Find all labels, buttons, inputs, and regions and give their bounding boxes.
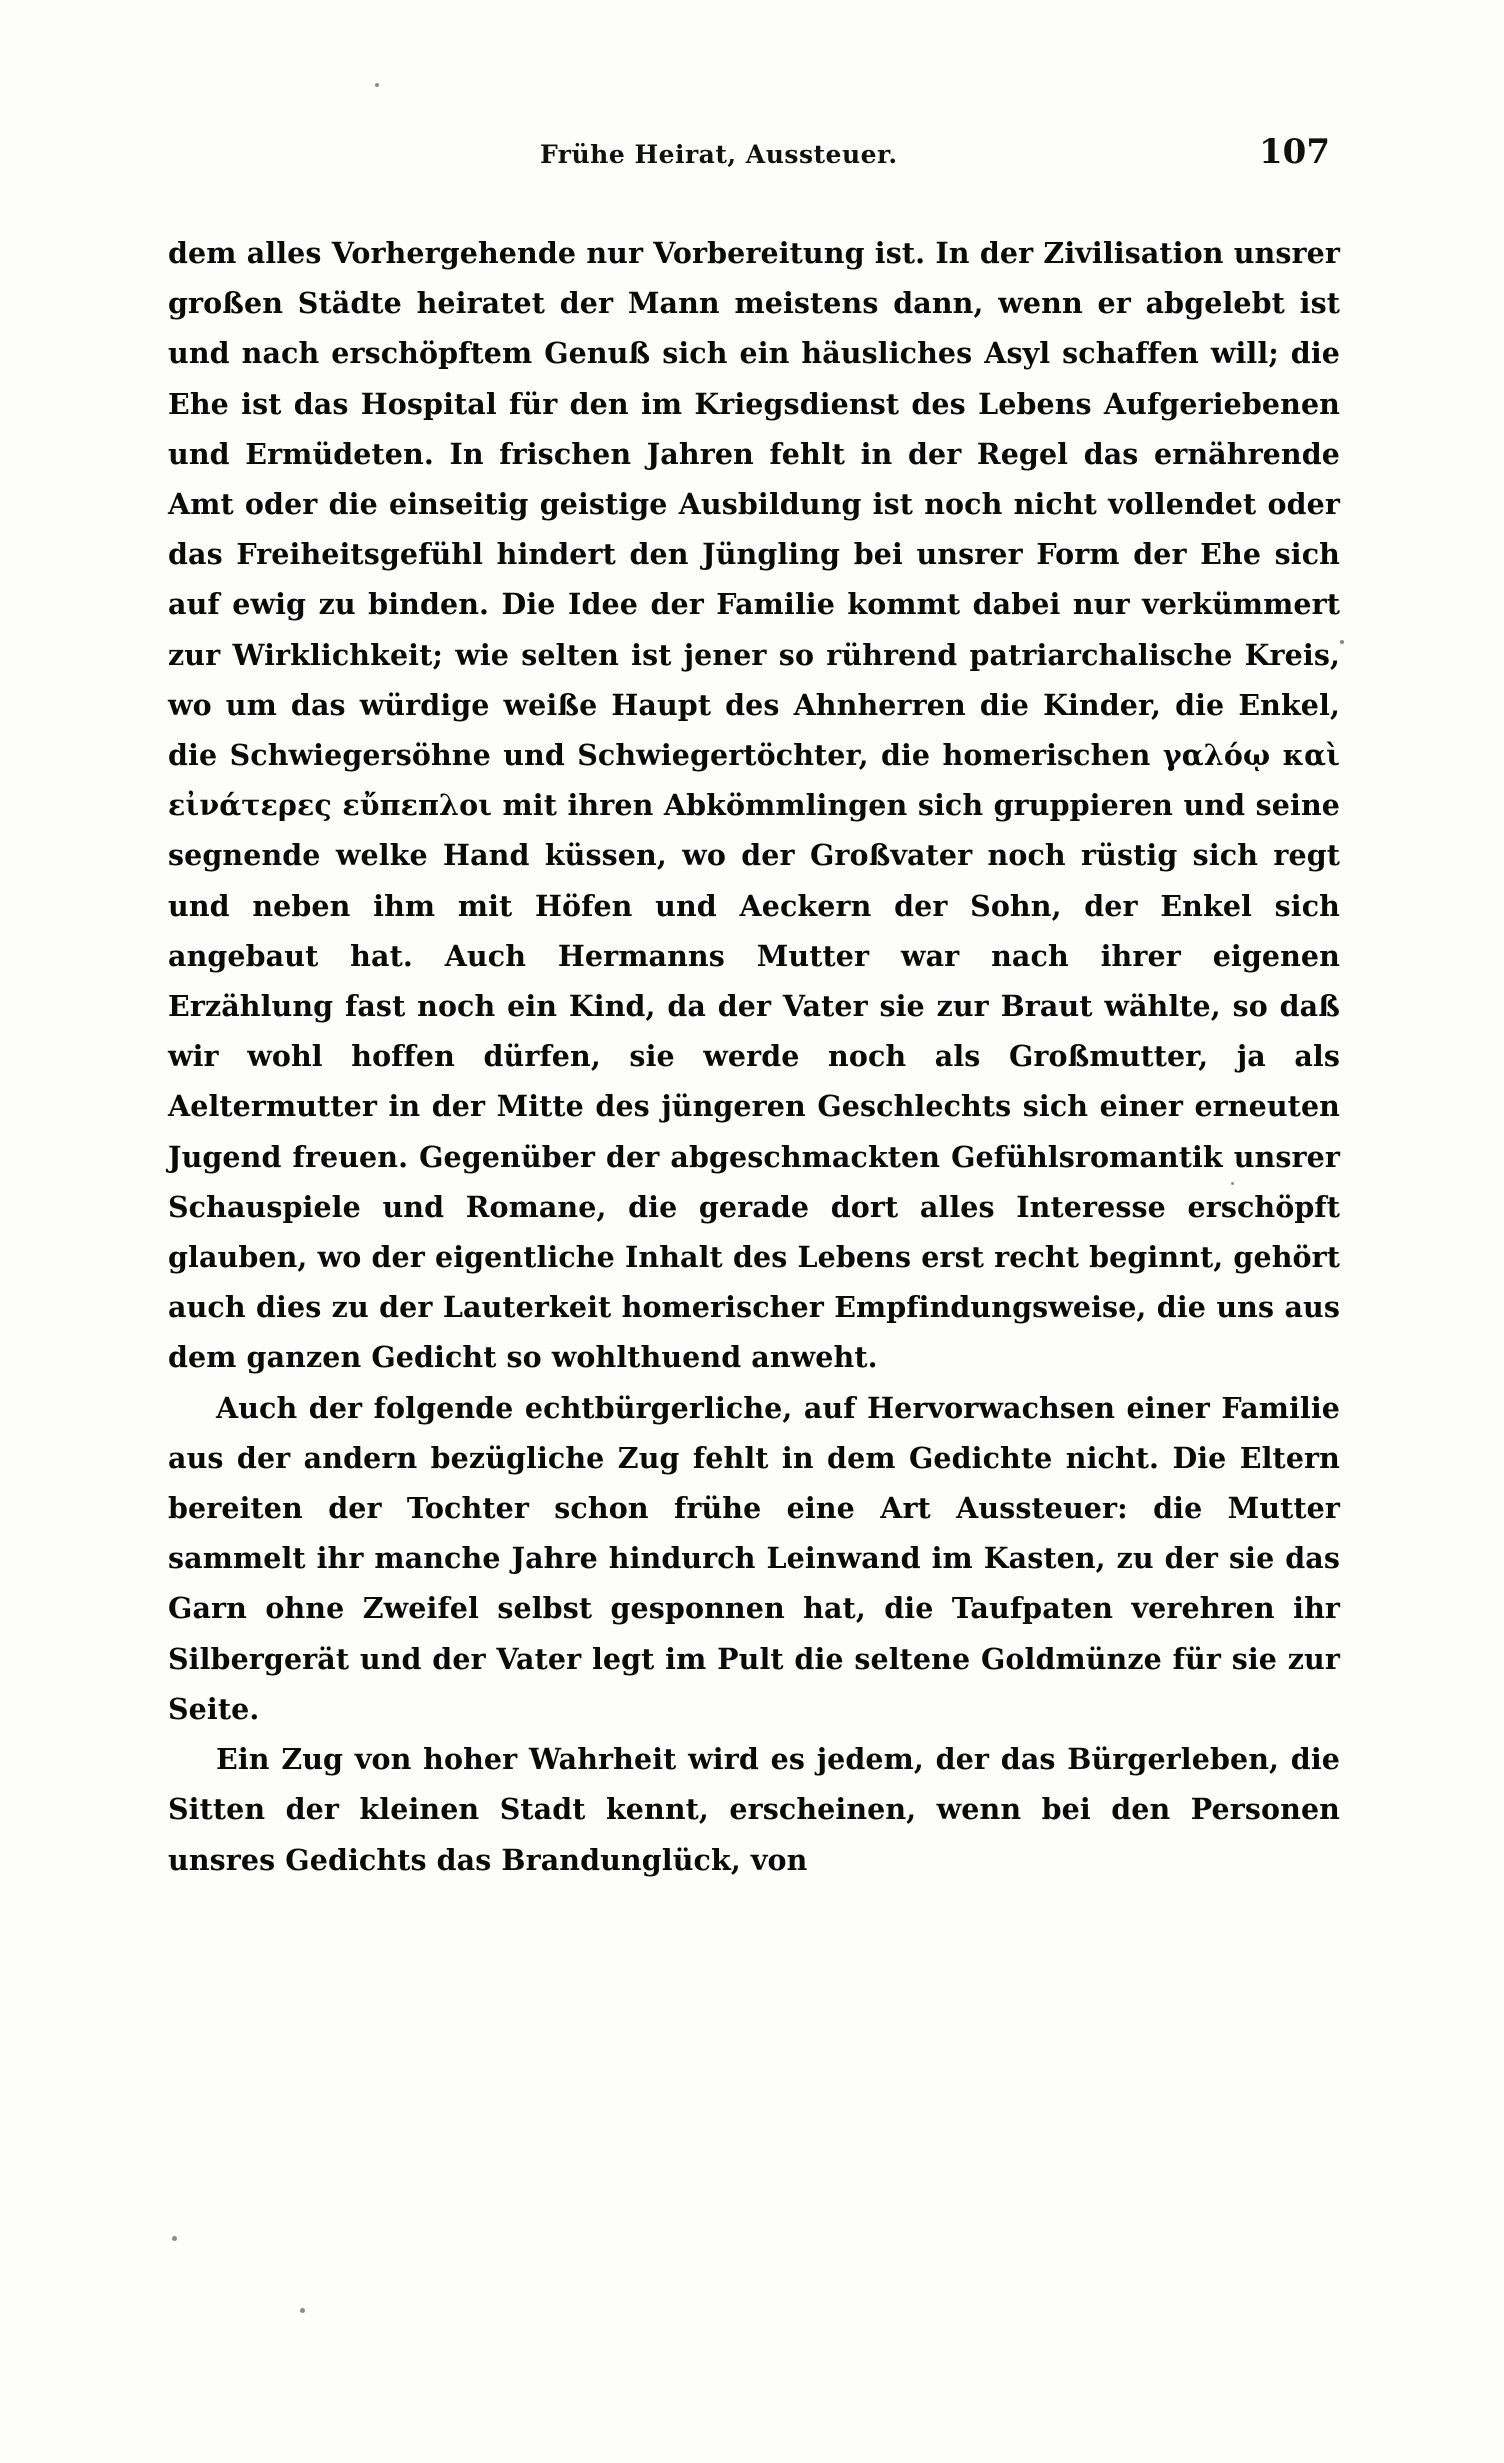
- scan-speck: [300, 2308, 305, 2313]
- scan-speck: [1231, 1182, 1234, 1185]
- body-text: [168, 228, 1340, 1885]
- paragraph: dem alles Vorhergehende nur Vorbereitung ist. In der Zivilisation unsrer großen Städte heiratet der Mann meistens dann, wenn er abgelebt ist und nach erschöpftem Genuß sich ein häusliches Asyl schaffen will; die Ehe ist das Hospital für den im Kriegsdienst des Lebens Aufgeriebenen und Ermüdeten. In frischen Jahren fehlt in der Regel das ernährende Amt oder die einseitig geistige Ausbildung ist noch nicht vollendet oder das Freiheitsgefühl hindert den Jüngling bei unsrer Form der Ehe sich auf ewig zu binden. Die Idee der Familie kommt dabei nur verkümmert zur Wirklichkeit; wie selten ist jener so rührend patriarchalische Kreis, wo um das würdige weiße Haupt des Ahnherren die Kinder, die Enkel, die Schwiegersöhne und Schwiegertöchter, die homerischen γαλόῳ καὶ εἰνάτερες εὔπεπλοι mit ihren Abkömmlingen sich gruppieren und seine segnende welke Hand küssen, wo der Großvater noch rüstig sich regt und neben ihm mit Höfen und Aeckern der Sohn, der Enkel sich angebaut hat. Auch Hermanns Mutter war nach ihrer eigenen Erzählung fast noch ein Kind, da der Vater sie zur Braut wählte, so daß wir wohl hoffen dürfen, sie werde noch als Großmutter, ja als Aeltermutter in der Mitte des jüngeren Geschlechts sich einer erneuten Jugend freuen. Gegenüber der abgeschmackten Gefühlsromantik unsrer Schauspiele und Romane, die gerade dort alles Interesse erschöpft glauben, wo der eigentliche Inhalt des Lebens erst recht beginnt, gehört auch dies zu der Lauterkeit homerischer Empfindungsweise, die uns aus dem ganzen Gedicht so wohlthuend anweht.: [168, 236, 1340, 1375]
- paragraph: Ein Zug von hoher Wahrheit wird es jedem, der das Bürgerleben, die Sitten der kleinen Stadt kennt, erscheinen, wenn bei den Personen unsres Gedichts das Brandunglück, von: [168, 1742, 1340, 1877]
- scan-speck: [375, 83, 379, 87]
- paragraph: Auch der folgende echtbürgerliche, auf Hervorwachsen einer Familie aus der andern bezügliche Zug fehlt in dem Gedichte nicht. Die Eltern bereiten der Tochter schon frühe eine Art Aussteuer: die Mutter sammelt ihr manche Jahre hindurch Leinwand im Kasten, zu der sie das Garn ohne Zweifel selbst gesponnen hat, die Taufpaten verehren ihr Silbergerät und der Vater legt im Pult die seltene Goldmünze für sie zur Seite.: [168, 1390, 1340, 1726]
- page-header: [170, 132, 1330, 190]
- scan-speck: [1340, 640, 1344, 644]
- page-number: 107: [1259, 132, 1330, 172]
- running-head: Frühe Heirat, Aussteuer.: [540, 140, 898, 169]
- scan-speck: [172, 2236, 177, 2241]
